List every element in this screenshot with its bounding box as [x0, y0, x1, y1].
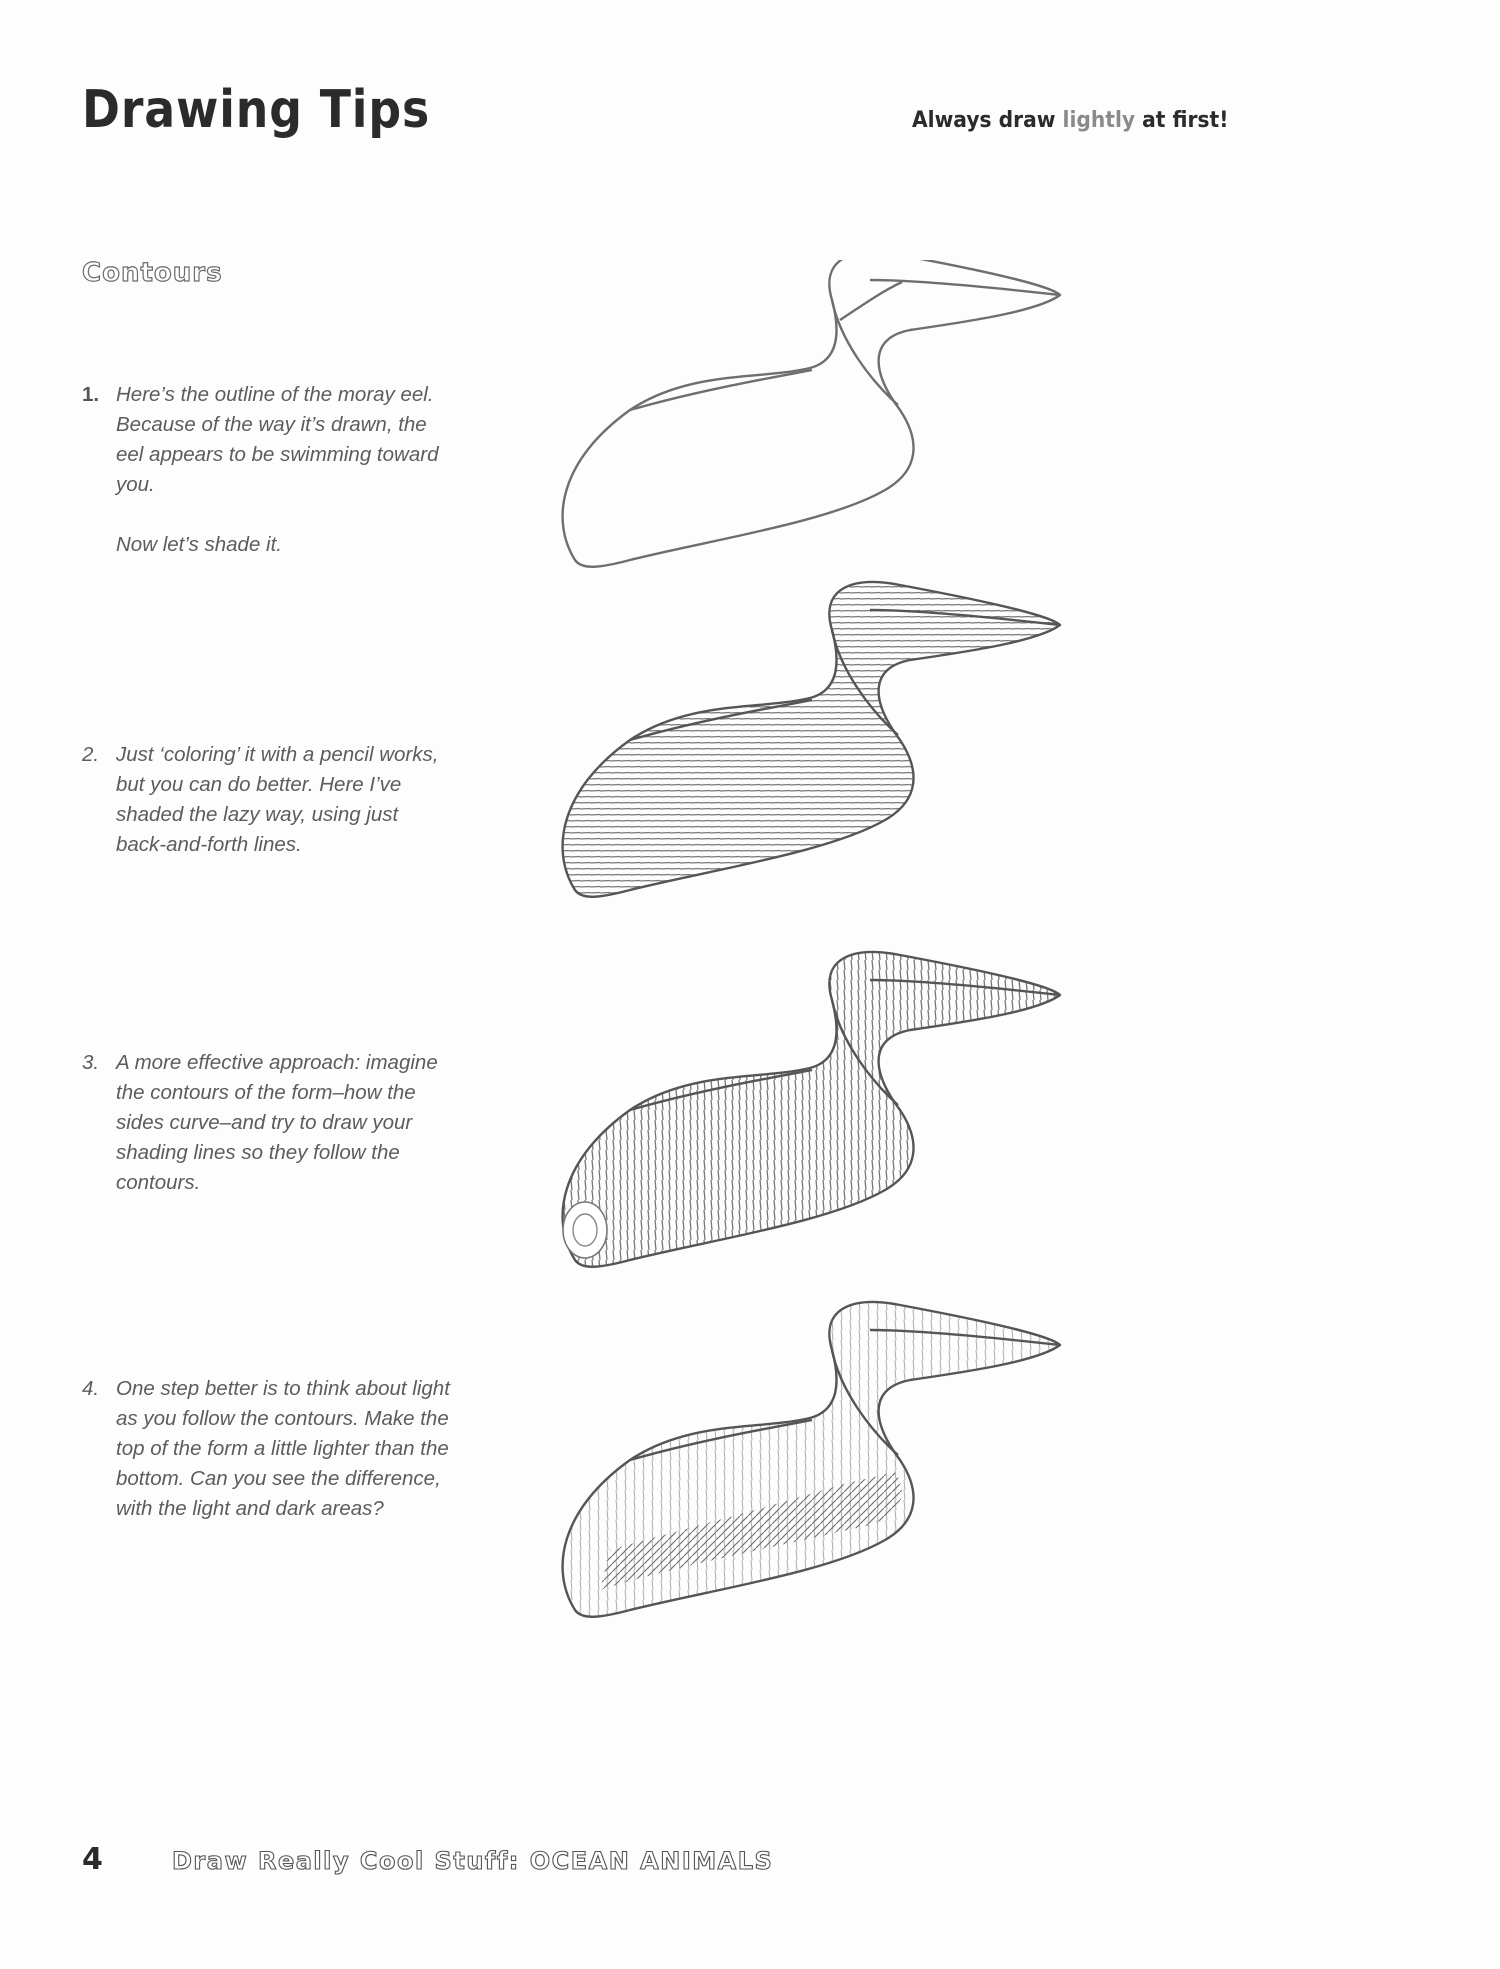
book-title: Draw Really Cool Stuff: OCEAN ANIMALS — [172, 1847, 774, 1875]
step-text: A more effective approach: imagine the contours of the form–how the sides curve–and try to draw your shading lines so they follow the contours. — [116, 1051, 438, 1194]
step-3 — [82, 1048, 452, 1198]
page-title: Drawing Tips — [82, 80, 431, 140]
step-number: 4. — [82, 1377, 100, 1400]
eel-flat-shaded-drawing — [563, 582, 1060, 897]
step-text: Just ‘coloring’ it with a pencil works, but you can do better. Here I’ve shaded the lazy way, using just back-and-forth lines. — [116, 743, 439, 856]
step-1 — [82, 380, 452, 560]
step-text: One step better is to think about light as you follow the contours. Make the top of the form a little lighter than the bottom. Can you see the difference, with the light and dark areas? — [116, 1377, 450, 1520]
step-2 — [82, 740, 452, 860]
section-heading: Contours — [82, 258, 223, 288]
step-number: 1. — [82, 383, 100, 406]
tip-prefix: Always draw — [912, 108, 1063, 133]
page-number: 4 — [82, 1842, 103, 1877]
drawing-tip — [912, 108, 1228, 133]
tip-highlight: lightly — [1062, 108, 1136, 133]
step-number: 3. — [82, 1051, 100, 1074]
eel-drawings — [540, 260, 1320, 1740]
eel-light-shaded-drawing — [563, 1302, 1060, 1617]
step-4 — [82, 1374, 452, 1524]
page-footer — [82, 1842, 773, 1877]
step-text: Here’s the outline of the moray eel. Because of the way it’s drawn, the eel appears to be swimming toward you. — [116, 383, 439, 496]
eel-contour-shaded-drawing — [563, 952, 1060, 1267]
tip-suffix: at first! — [1135, 108, 1229, 133]
eel-outline-drawing — [563, 260, 1060, 567]
step-extra-text: Now let’s shade it. — [116, 533, 282, 556]
step-number: 2. — [82, 743, 100, 766]
